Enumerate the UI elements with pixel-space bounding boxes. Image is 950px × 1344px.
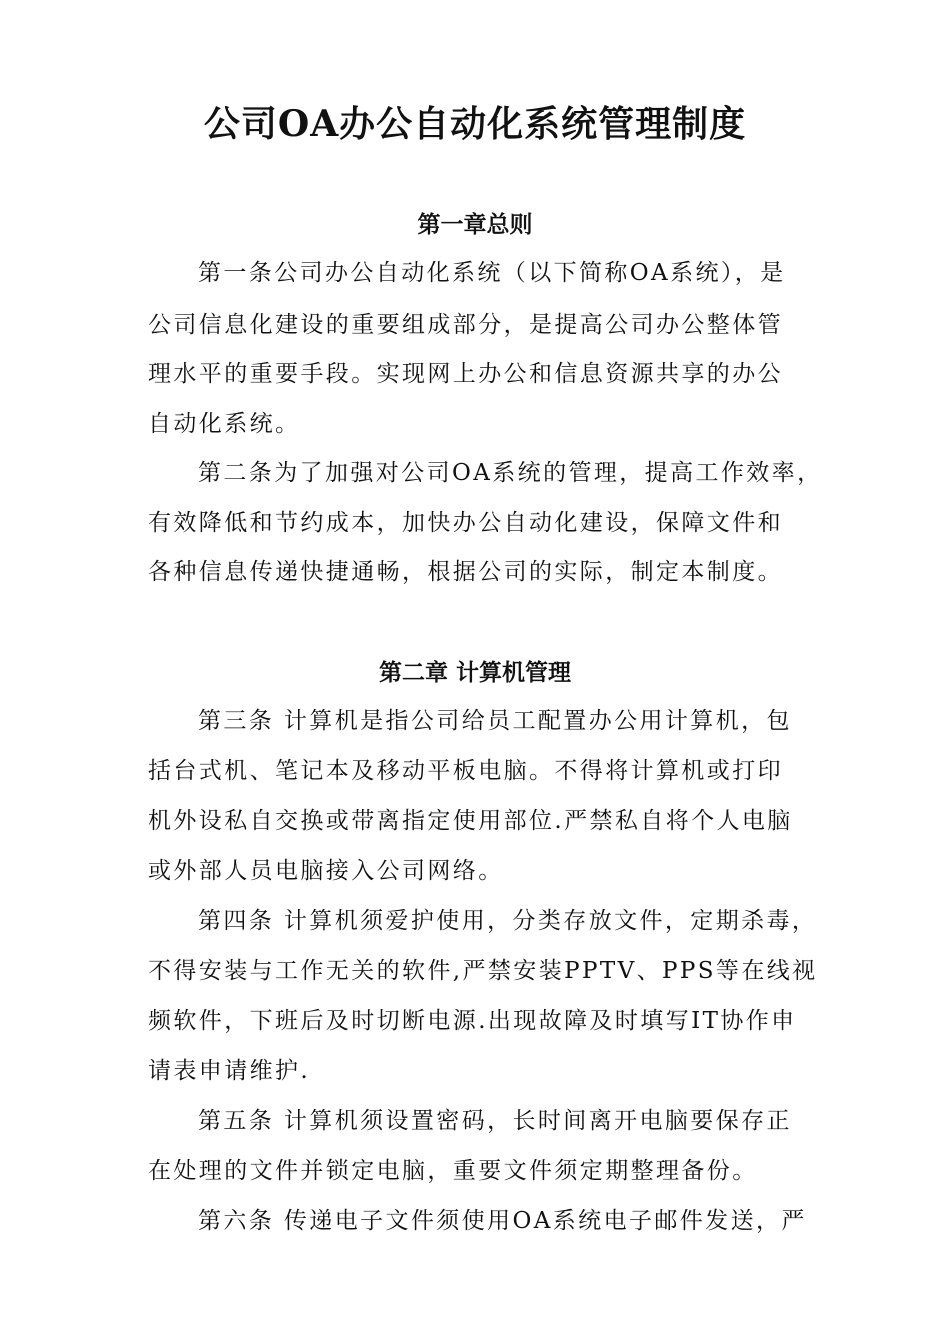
chapter-2-heading: 第二章 计算机管理	[378, 660, 571, 686]
article-3-line-4: 或外部人员电脑接入公司网络。	[148, 858, 504, 884]
article-4-line-4: 请表申请维护.	[148, 1058, 311, 1084]
article-1-line-3: 理水平的重要手段。实现网上办公和信息资源共享的办公	[148, 361, 783, 387]
article-4-line-2: 不得安装与工作无关的软件,严禁安装PPTV、PPS等在线视	[148, 958, 818, 984]
article-4-line-3: 频软件，下班后及时切断电源.出现故障及时填写IT协作申	[148, 1008, 797, 1034]
article-2-line-3: 各种信息传递快捷通畅，根据公司的实际，制定本制度。	[148, 559, 783, 585]
article-2-line-1: 第二条为了加强对公司OA系统的管理，提高工作效率，	[198, 460, 823, 486]
article-1-line-1: 第一条公司办公自动化系统（以下简称OA系统），是	[198, 260, 786, 286]
article-3-line-3: 机外设私自交换或带离指定使用部位.严禁私自将个人电脑	[148, 808, 793, 834]
article-5-line-1: 第五条 计算机须设置密码，长时间离开电脑要保存正	[198, 1108, 792, 1134]
article-6-line-1: 第六条 传递电子文件须使用OA系统电子邮件发送，严	[198, 1208, 807, 1234]
article-3-line-2: 括台式机、笔记本及移动平板电脑。不得将计算机或打印	[148, 758, 783, 784]
document-title: 公司OA办公自动化系统管理制度	[203, 103, 747, 145]
article-3-line-1: 第三条 计算机是指公司给员工配置办公用计算机，包	[198, 708, 792, 734]
article-1-line-2: 公司信息化建设的重要组成部分，是提高公司办公整体管	[148, 312, 783, 338]
article-4-line-1: 第四条 计算机须爱护使用，分类存放文件，定期杀毒，	[198, 908, 818, 934]
chapter-1-heading: 第一章总则	[417, 212, 533, 238]
article-2-line-2: 有效降低和节约成本，加快办公自动化建设，保障文件和	[148, 510, 783, 536]
article-1-line-4: 自动化系统。	[148, 411, 301, 437]
article-5-line-2: 在处理的文件并锁定电脑，重要文件须定期整理备份。	[148, 1158, 758, 1184]
